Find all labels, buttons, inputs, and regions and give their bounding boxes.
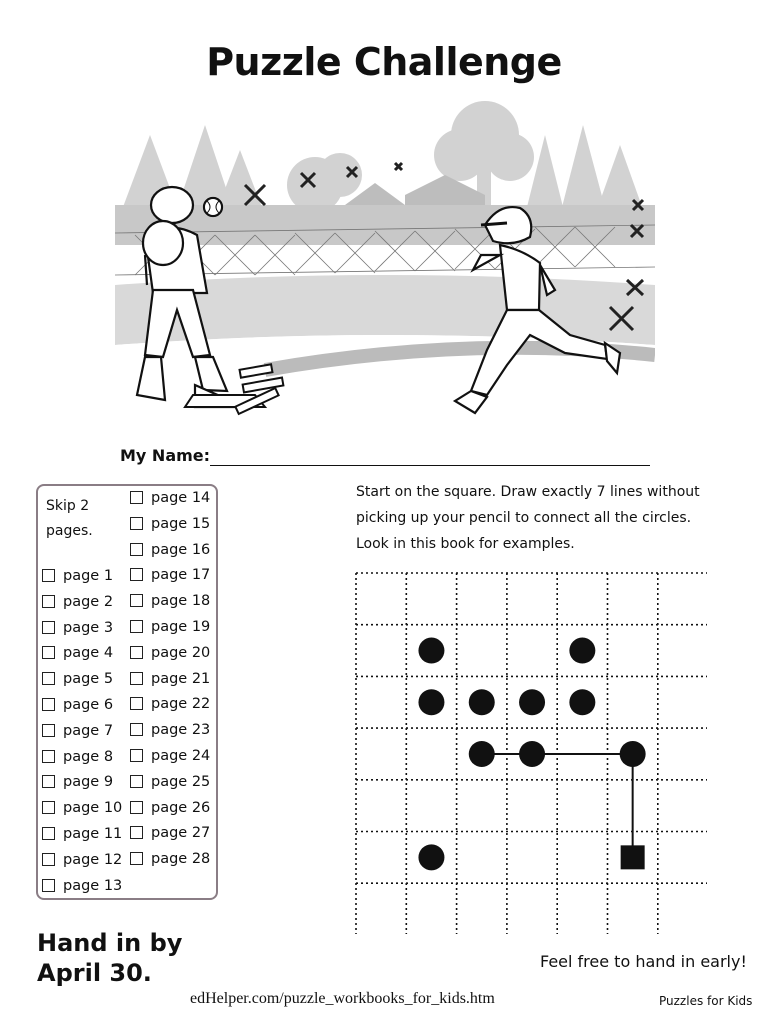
checkbox[interactable] <box>42 827 55 840</box>
checklist-item[interactable] <box>130 565 210 585</box>
checklist-item[interactable] <box>130 643 210 663</box>
checkbox[interactable] <box>130 620 143 633</box>
checklist-label: page 20 <box>151 644 211 661</box>
puzzle-circle <box>620 741 646 767</box>
baseball-illustration <box>115 95 655 425</box>
puzzle-instructions <box>356 479 726 557</box>
checkbox[interactable] <box>42 879 55 892</box>
checklist-item[interactable] <box>42 824 122 844</box>
checklist-item[interactable] <box>42 798 122 818</box>
checkbox[interactable] <box>130 826 143 839</box>
puzzle-circle <box>519 741 545 767</box>
checklist-item[interactable] <box>130 617 210 637</box>
baseball-icon <box>204 198 222 216</box>
footer-brand: Puzzles for Kids <box>659 994 753 1008</box>
checklist-item[interactable] <box>42 876 122 896</box>
skip-note: Skip 2 pages. <box>46 498 93 539</box>
checkbox[interactable] <box>130 646 143 659</box>
checklist-label: page 22 <box>151 696 211 713</box>
checklist-label: page 17 <box>151 567 211 584</box>
checkbox[interactable] <box>42 801 55 814</box>
checklist-label: page 14 <box>151 490 211 506</box>
footer-url: edHelper.com/puzzle_workbooks_for_kids.htm <box>190 990 495 1007</box>
checklist-item[interactable] <box>130 823 210 843</box>
puzzle-circle <box>469 689 495 715</box>
checklist-label: page 18 <box>151 593 211 610</box>
checklist-item[interactable] <box>130 488 210 508</box>
checkbox[interactable] <box>42 775 55 788</box>
checklist-label: page 3 <box>63 619 114 636</box>
checklist-label: page 2 <box>63 593 114 610</box>
puzzle-circle <box>418 689 444 715</box>
checklist-item[interactable] <box>130 720 210 740</box>
checkbox[interactable] <box>130 723 143 736</box>
checklist-label: page 7 <box>63 722 114 739</box>
hand-in-deadline: Hand in by April 30. <box>37 929 183 987</box>
checkbox[interactable] <box>42 724 55 737</box>
checklist-label: page 23 <box>151 722 211 739</box>
checkbox[interactable] <box>130 543 143 556</box>
checkbox[interactable] <box>130 491 143 504</box>
checklist-label: page 25 <box>151 773 211 790</box>
instruction-line: Look in this book for examples. <box>356 536 575 552</box>
checklist-item[interactable] <box>130 798 210 818</box>
page-title: Puzzle Challenge <box>206 40 562 84</box>
checklist-item[interactable] <box>130 772 210 792</box>
checklist-label: page 4 <box>63 645 114 662</box>
puzzle-circle <box>418 638 444 664</box>
name-label: My Name: <box>120 446 211 465</box>
checklist-item[interactable] <box>42 566 113 586</box>
checklist-item[interactable] <box>130 849 210 869</box>
puzzle-circle <box>519 689 545 715</box>
checklist-label: page 6 <box>63 697 114 713</box>
checkbox[interactable] <box>42 646 55 659</box>
name-field-row <box>120 446 650 468</box>
checklist-item[interactable] <box>42 592 113 612</box>
checklist-item[interactable] <box>42 772 113 792</box>
checkbox[interactable] <box>42 750 55 763</box>
checkbox[interactable] <box>130 775 143 788</box>
checklist-item[interactable] <box>42 669 113 689</box>
checkbox[interactable] <box>130 672 143 685</box>
puzzle-circle <box>569 689 595 715</box>
checkbox[interactable] <box>130 594 143 607</box>
checkbox[interactable] <box>42 853 55 866</box>
checkbox[interactable] <box>42 621 55 634</box>
checklist-item[interactable] <box>130 694 210 714</box>
checklist-item[interactable] <box>130 746 210 766</box>
checklist-label: page 5 <box>63 671 114 688</box>
checklist-label: page 26 <box>151 799 211 816</box>
puzzle-circle <box>469 741 495 767</box>
checklist-item[interactable] <box>42 850 122 870</box>
checklist-item[interactable] <box>130 669 210 689</box>
instruction-line: picking up your pencil to connect all the circles. <box>356 510 692 526</box>
checkbox[interactable] <box>42 698 55 711</box>
checkbox[interactable] <box>130 852 143 865</box>
checkbox[interactable] <box>42 672 55 685</box>
checklist-item[interactable] <box>42 695 113 715</box>
puzzle-circle <box>418 844 444 870</box>
checklist-label: page 24 <box>151 748 211 764</box>
checklist-label: page 27 <box>151 825 211 842</box>
checkbox[interactable] <box>42 569 55 582</box>
checklist-label: page 13 <box>63 877 123 894</box>
checklist-label: page 10 <box>63 800 123 817</box>
name-input-line[interactable] <box>210 465 650 466</box>
early-note: Feel free to hand in early! <box>540 952 747 971</box>
puzzle-circle <box>569 638 595 664</box>
start-square <box>621 845 645 869</box>
checklist-item[interactable] <box>130 540 210 560</box>
checklist-label: page 12 <box>63 851 123 868</box>
checklist-label: page 28 <box>151 851 211 868</box>
checklist-label: page 9 <box>63 774 114 791</box>
checklist-item[interactable] <box>42 721 113 741</box>
checkbox[interactable] <box>130 801 143 814</box>
checkbox[interactable] <box>42 595 55 608</box>
puzzle-grid[interactable] <box>355 572 707 934</box>
checklist-item[interactable] <box>42 643 113 663</box>
checkbox[interactable] <box>130 517 143 530</box>
checklist-item[interactable] <box>130 591 210 611</box>
page-checklist <box>36 484 218 900</box>
checkbox[interactable] <box>130 568 143 581</box>
checkbox[interactable] <box>130 697 143 710</box>
checklist-label: page 19 <box>151 619 211 635</box>
checklist-label: page 11 <box>63 826 123 842</box>
checklist-label: page 8 <box>63 748 114 765</box>
checklist-label: page 21 <box>151 670 211 687</box>
checklist-label: page 15 <box>151 515 211 532</box>
checkbox[interactable] <box>130 749 143 762</box>
instruction-line: Start on the square. Draw exactly 7 lines without <box>356 484 700 500</box>
checklist-item[interactable] <box>130 514 210 534</box>
checklist-item[interactable] <box>42 618 113 638</box>
checklist-label: page 1 <box>63 568 114 584</box>
checklist-item[interactable] <box>42 747 113 767</box>
checklist-label: page 16 <box>151 541 211 558</box>
